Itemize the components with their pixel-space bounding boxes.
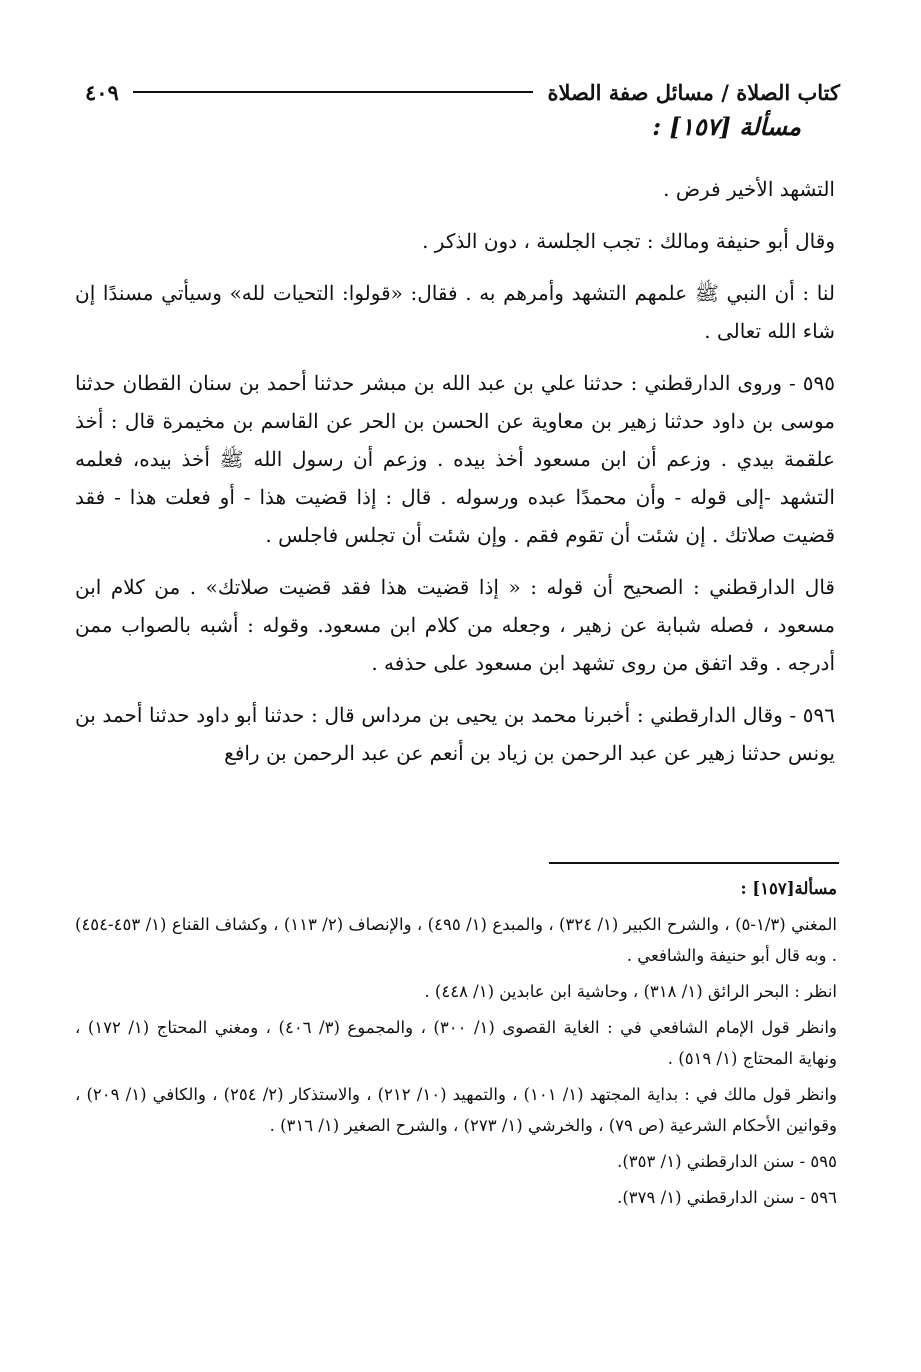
footnote: انظر : البحر الرائق (١/ ٣١٨) ، وحاشية ابن عابدين (١/ ٤٤٨) .	[424, 982, 837, 1001]
header-rule	[133, 91, 534, 93]
footnote: وانظر قول الإمام الشافعي في : الغاية القصوى (١/ ٣٠٠) ، والمجموع (٣/ ٤٠٦) ، ومغني المحتاج (١/ ١٧٢) ، ونهاية المحتاج (١/ ٥١٩) .	[75, 1018, 837, 1068]
footnote-divider	[549, 862, 839, 864]
footnote: المغني (١/٣-٥) ، والشرح الكبير (١/ ٣٢٤) ، والمبدع (١/ ٤٩٥) ، والإنصاف (٢/ ١١٣) ، وكشاف القناع (١/ ٤٥٣-٤٥٤) . وبه قال أبو حنيفة والشافعي .	[75, 915, 837, 965]
footnote-heading: مسألة[١٥٧] :	[740, 879, 837, 898]
paragraph: ٥٩٦ - وقال الدارقطني : أخبرنا محمد بن يحيى بن مرداس قال : حدثنا أبو داود حدثنا أحمد بن يونس حدثنا زهير عن عبد الرحمن بن زياد بن أنعم عن عبد الرحمن بن رافع	[75, 703, 835, 765]
footnote: ٥٩٦ - سنن الدارقطني (١/ ٣٧٩).	[617, 1188, 837, 1207]
footnote: ٥٩٥ - سنن الدارقطني (١/ ٣٥٣).	[617, 1152, 837, 1171]
header-title: كتاب الصلاة / مسائل صفة الصلاة	[547, 79, 840, 105]
paragraph: وقال أبو حنيفة ومالك : تجب الجلسة ، دون الذكر .	[422, 229, 835, 253]
paragraph: ٥٩٥ - وروى الدارقطني : حدثنا علي بن عبد الله بن مبشر حدثنا أحمد بن سنان القطان حدثنا موسى بن داود حدثنا زهير بن معاوية عن الحسن بن الحر عن القاسم بن مخيمرة قال : أخذ علقمة بيدي . وزعم أن ابن مسعود أخذ بيده . وزعم أن رسول الله ﷺ أخذ بيده، فعلمه التشهد -إلى قوله - وأن محمدًا عبده ورسوله . قال : إذا قضيت هذا - أو فعلت هذا - فقد قضيت صلاتك . إن شئت أن تقوم فقم . وإن شئت أن تجلس فاجلس .	[75, 371, 835, 547]
paragraph: التشهد الأخير فرض .	[663, 177, 835, 201]
page-number: ٤٠٩	[85, 79, 119, 105]
main-text	[75, 170, 835, 786]
paragraph: قال الدارقطني : الصحيح أن قوله : « إذا قضيت هذا فقد قضيت صلاتك» . من كلام ابن مسعود ، فصله شبابة عن زهير ، وجعله من كلام ابن مسعود. وقوله : أشبه بالصواب ممن أدرجه . وقد اتفق من روى تشهد ابن مسعود على حذفه .	[75, 575, 835, 675]
footnote: وانظر قول مالك في : بداية المجتهد (١/ ١٠١) ، والتمهيد (١٠/ ٢١٢) ، والاستذكار (٢/ ٢٥٤) ، والكافي (١/ ٢٠٩) ، وقوانين الأحكام الشرعية (ص ٧٩) ، والخرشي (١/ ٢٧٣) ، والشرح الصغير (١/ ٣١٦) .	[75, 1085, 837, 1135]
running-header	[85, 72, 840, 112]
footnotes	[75, 873, 837, 1218]
paragraph: لنا : أن النبي ﷺ علمهم التشهد وأمرهم به . فقال: «قولوا: التحيات لله» وسيأتي مسندًا إن شاء الله تعالى .	[75, 281, 835, 343]
masala-heading: مسألة [١٥٧] :	[652, 112, 801, 141]
